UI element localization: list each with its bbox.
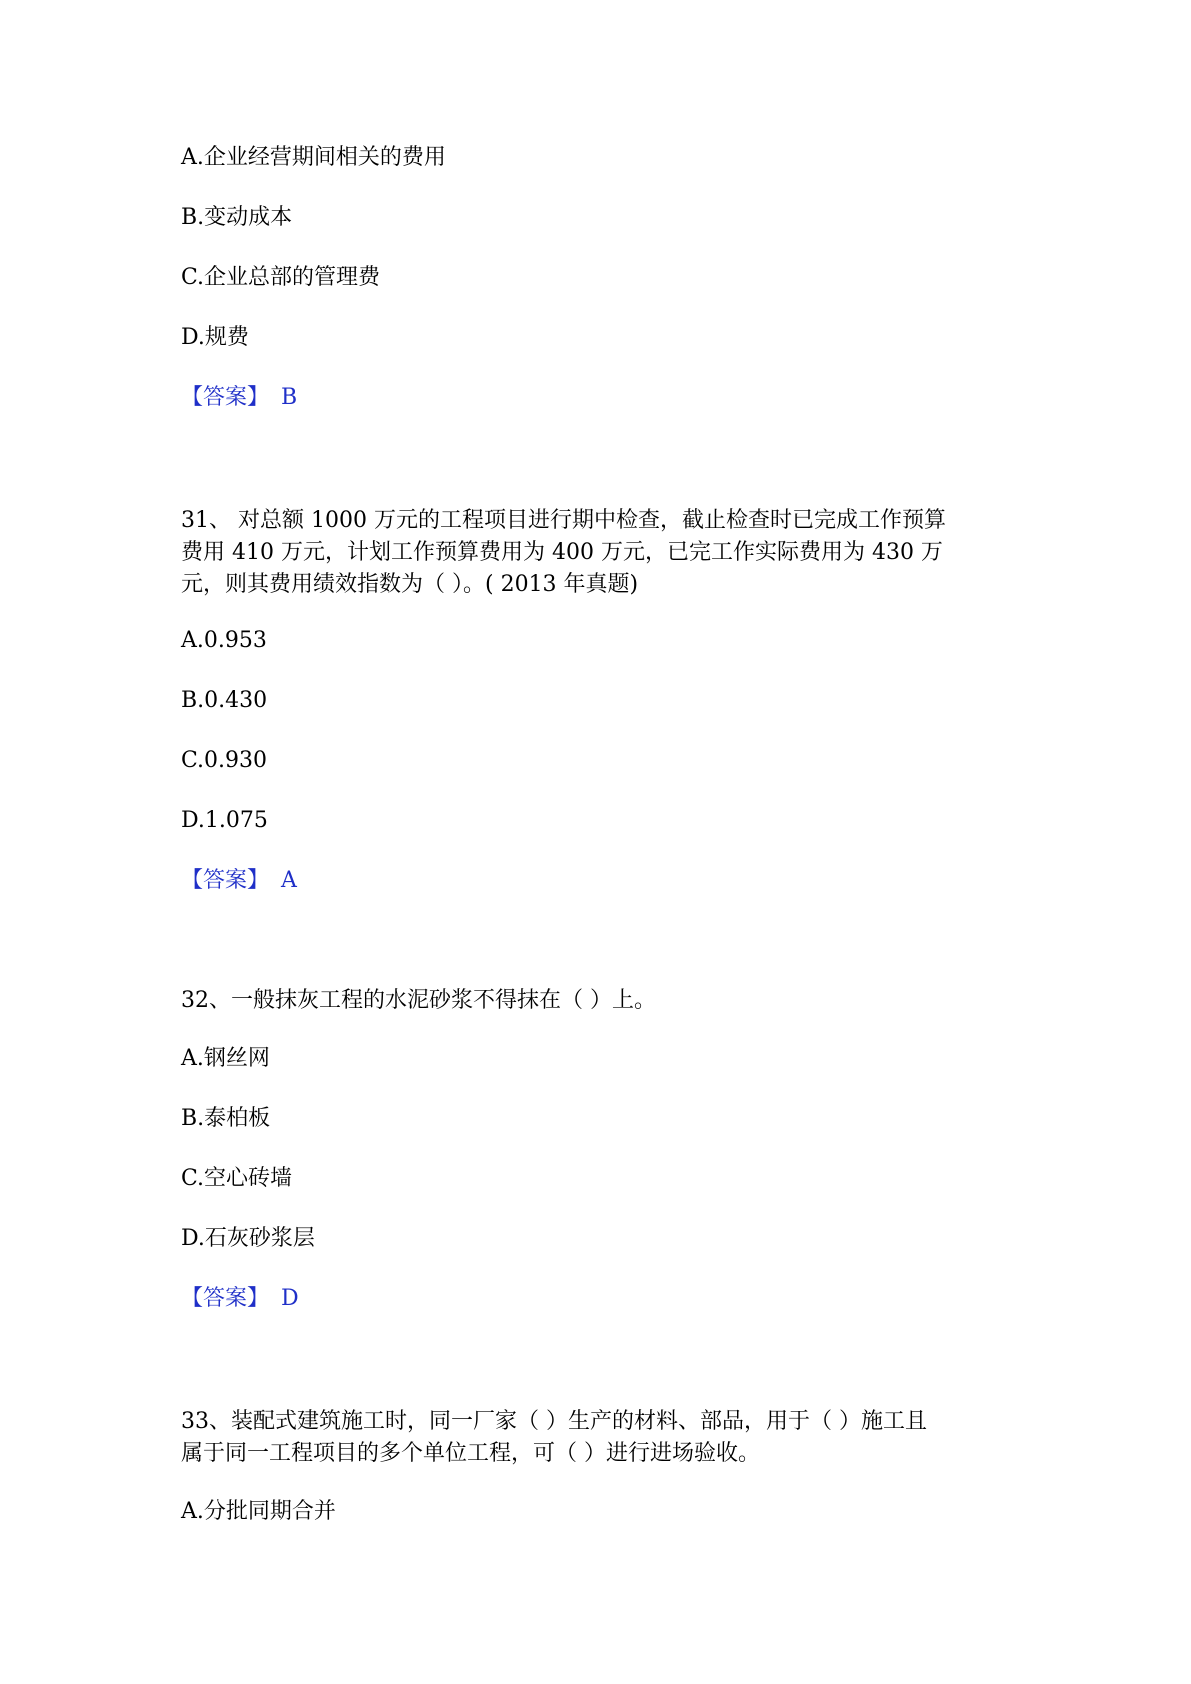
q32-answer — [181, 1283, 299, 1315]
q31-answer — [181, 865, 297, 897]
q30-option-d: D.规费 — [181, 325, 249, 350]
answer-value: D — [281, 1286, 299, 1311]
q31-stem-line-2: 费用 410 万元，计划工作预算费用为 400 万元，已完工作实际费用为 430 万 — [181, 540, 943, 565]
q31-stem-line-1: 31、 对总额 1000 万元的工程项目进行期中检查，截止检查时已完成工作预算 — [181, 508, 946, 533]
q31-option-c: C.0.930 — [181, 748, 268, 773]
answer-label: 【答案】 — [181, 385, 270, 410]
q32-option-b: B.泰柏板 — [181, 1106, 271, 1131]
answer-label: 【答案】 — [181, 868, 270, 893]
q33-stem-line-2: 属于同一工程项目的多个单位工程，可（ ）进行进场验收。 — [181, 1441, 760, 1466]
q32-option-a: A.钢丝网 — [181, 1046, 270, 1071]
q31-option-a: A.0.953 — [181, 628, 267, 653]
q30-option-a: A.企业经营期间相关的费用 — [181, 145, 446, 170]
q31-option-b: B.0.430 — [181, 688, 268, 713]
q30-option-c: C.企业总部的管理费 — [181, 265, 381, 290]
q30-answer — [181, 382, 297, 414]
q32-option-c: C.空心砖墙 — [181, 1166, 293, 1191]
q31-option-d: D.1.075 — [181, 808, 268, 833]
q30-option-b: B.变动成本 — [181, 205, 293, 230]
q33-stem-line-1: 33、装配式建筑施工时，同一厂家（ ）生产的材料、部品，用于（ ）施工且 — [181, 1409, 927, 1434]
q31-stem-line-3: 元，则其费用绩效指数为（ ）。( 2013 年真题) — [181, 572, 639, 597]
q32-stem-line-1: 32、一般抹灰工程的水泥砂浆不得抹在（ ）上。 — [181, 988, 656, 1013]
answer-label: 【答案】 — [181, 1286, 270, 1311]
q33-option-a: A.分批同期合并 — [181, 1499, 336, 1524]
answer-value: B — [281, 385, 298, 410]
q32-option-d: D.石灰砂浆层 — [181, 1226, 315, 1251]
answer-value: A — [281, 868, 297, 893]
